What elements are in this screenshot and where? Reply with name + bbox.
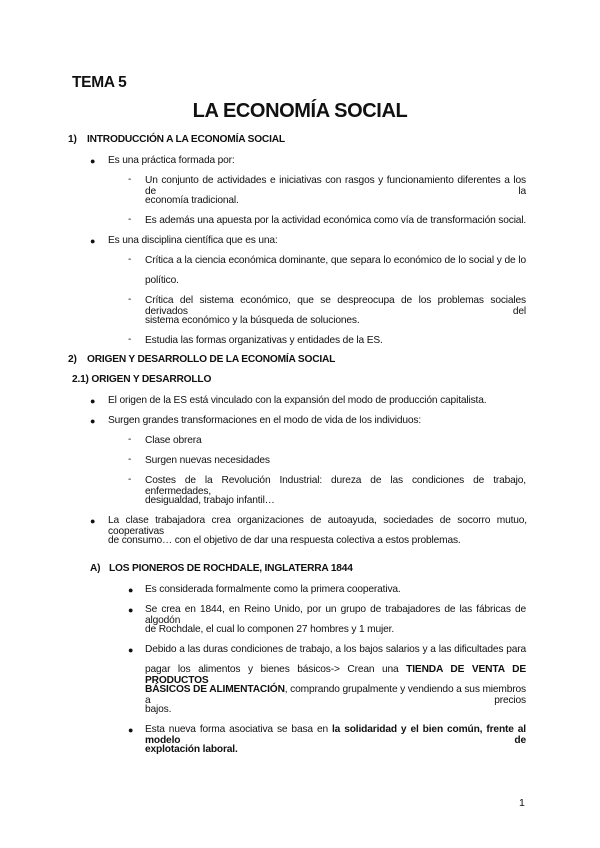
emphasis-text: explotación laboral. <box>145 744 238 755</box>
page-number: 1 <box>519 797 525 809</box>
section-number: 1) <box>68 134 77 145</box>
section-title: ORIGEN Y DESARROLLO DE LA ECONOMÍA SOCIAL <box>87 354 336 365</box>
list-item-continuation: político. <box>145 275 179 286</box>
bullet-icon: ● <box>128 725 134 735</box>
list-item-continuation: bajos. <box>145 704 172 715</box>
page-title: LA ECONOMÍA SOCIAL <box>192 100 408 122</box>
dash-icon: - <box>128 434 132 445</box>
list-item-continuation: de consumo… con el objetivo de dar una respuesta colectiva a estos problemas. <box>108 535 461 546</box>
section-number: A) <box>90 563 101 574</box>
section-2-heading <box>68 354 388 368</box>
bullet-icon: ● <box>90 236 96 246</box>
list-item: Es una práctica formada por: <box>108 155 235 166</box>
list-item: Es además una apuesta por la actividad económica como vía de transformación social. <box>145 215 527 226</box>
list-item: Estudia las formas organizativas y entidades de la ES. <box>145 335 383 346</box>
section-title: INTRODUCCIÓN A LA ECONOMÍA SOCIAL <box>87 134 285 145</box>
list-item: Surgen nuevas necesidades <box>145 455 270 466</box>
list-item: Crítica a la ciencia económica dominante, que separa lo económico de lo social y de lo <box>145 255 526 266</box>
bullet-icon: ● <box>90 396 96 406</box>
list-item-continuation: de Rochdale, el cual lo componen 27 hombres y 1 mujer. <box>145 624 394 635</box>
bullet-icon: ● <box>128 585 134 595</box>
list-item: La clase trabajadora crea organizaciones de autoayuda, sociedades de socorro mutuo, cooperativas <box>108 515 527 537</box>
list-item-continuation <box>145 744 238 755</box>
emphasis-text: BÁSICOS DE ALIMENTACIÓN <box>145 684 285 695</box>
dash-icon: - <box>128 334 132 345</box>
dash-icon: - <box>128 254 132 265</box>
section-number: 2) <box>68 354 77 365</box>
dash-icon: - <box>128 294 132 305</box>
list-item: El origen de la ES está vinculado con la expansión del modo de producción capitalista. <box>108 395 487 406</box>
list-item-continuation: sistema económico y la búsqueda de soluciones. <box>145 315 360 326</box>
list-item: Surgen grandes transformaciones en el modo de vida de los individuos: <box>108 415 422 426</box>
bullet-icon: ● <box>128 645 134 655</box>
subsection-a-heading <box>90 563 390 577</box>
dash-icon: - <box>128 454 132 465</box>
list-item: Un conjunto de actividades e iniciativas con rasgos y funcionamiento diferentes a los de la <box>145 175 526 197</box>
list-item: Costes de la Revolución Industrial: dureza de las condiciones de trabajo, enfermedades, <box>145 475 526 497</box>
emphasis-text: la solidaridad y el bien común, frente al modelo de <box>145 724 526 746</box>
bullet-icon: ● <box>90 156 96 166</box>
section-1-heading <box>68 134 368 148</box>
list-item: Clase obrera <box>145 435 202 446</box>
section-title: LOS PIONEROS DE ROCHDALE, INGLATERRA 1844 <box>109 563 353 574</box>
list-item: Esta nueva forma asociativa se basa en la solidaridad y el bien común, frente al modelo de <box>145 724 526 746</box>
list-item: Es considerada formalmente como la primera cooperativa. <box>145 584 401 595</box>
bullet-icon: ● <box>90 516 96 526</box>
list-item: Debido a las duras condiciones de trabajo, a los bajos salarios y a las dificultades para <box>145 644 526 655</box>
emphasis-text: TIENDA DE VENTA DE PRODUCTOS <box>145 664 526 686</box>
list-item: Crítica del sistema económico, que se despreocupa de los problemas sociales derivados del <box>145 295 526 317</box>
dash-icon: - <box>128 214 132 225</box>
list-item: Es una disciplina científica que es una: <box>108 235 278 246</box>
bullet-icon: ● <box>90 416 96 426</box>
list-item-continuation: pagar los alimentos y bienes básicos-> Crean una TIENDA DE VENTA DE PRODUCTOS <box>145 664 526 686</box>
tema-heading: TEMA 5 <box>72 74 127 91</box>
subsection-heading: 2.1) ORIGEN Y DESARROLLO <box>72 374 212 385</box>
list-item-continuation: BÁSICOS DE ALIMENTACIÓN, comprando grupalmente y vendiendo a sus miembros a precios <box>145 684 526 706</box>
bullet-icon: ● <box>128 605 134 615</box>
list-item-continuation: desigualdad, trabajo infantil… <box>145 495 275 506</box>
dash-icon: - <box>128 474 132 485</box>
list-item-continuation: economía tradicional. <box>145 195 239 206</box>
dash-icon: - <box>128 174 132 185</box>
list-item: Se crea en 1844, en Reino Unido, por un grupo de trabajadores de las fábricas de algodón <box>145 604 526 626</box>
